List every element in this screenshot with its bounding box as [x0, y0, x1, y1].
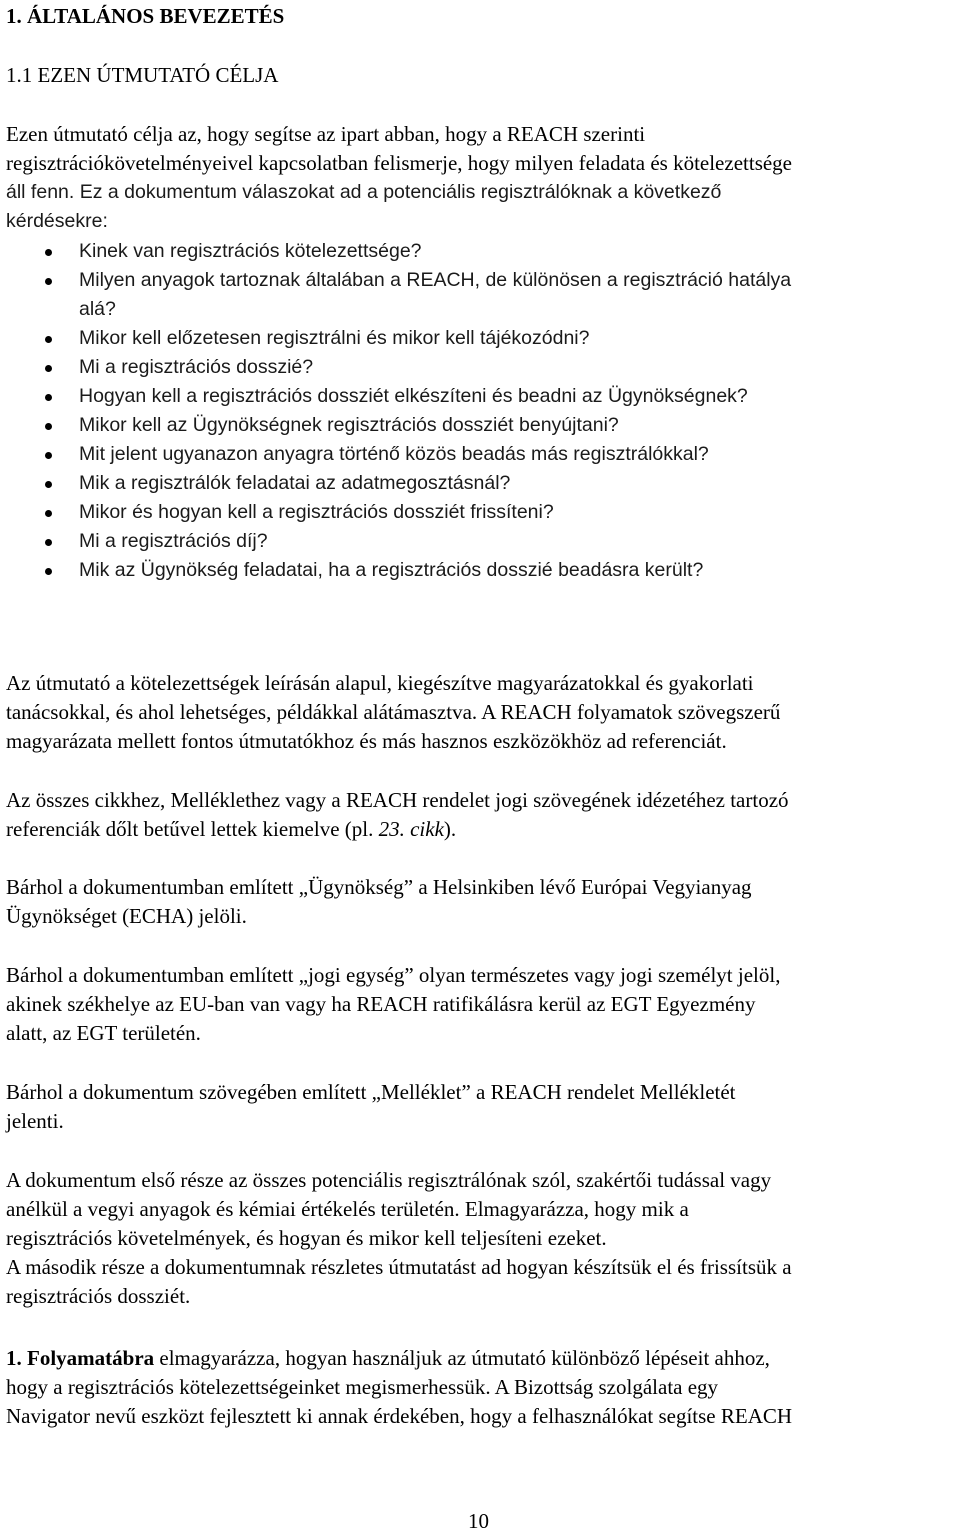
- paragraph-line: Bárhol a dokumentumban említett „Ügynökség” a Helsinkiben lévő Európai Vegyianyag: [6, 875, 752, 899]
- paragraph-line: hogy a regisztrációs kötelezettségeinket megismerhessük. A Bizottság szolgálata egy: [6, 1375, 719, 1399]
- paragraph-guidance-basis: [6, 669, 958, 756]
- paragraph-line: anélkül a vegyi anyagok és kémiai értékelés területén. Elmagyarázza, hogy mik a: [6, 1197, 689, 1221]
- intro-line: regisztrációkövetelményeivel kapcsolatban felismerje, hogy milyen feladata és kötelezettsége: [6, 151, 793, 175]
- paragraph-line: regisztrációs követelmények, és hogyan és mikor kell teljesíteni ezeket.: [6, 1226, 607, 1250]
- subsection-heading: 1.1 EZEN ÚTMUTATÓ CÉLJA: [6, 63, 279, 87]
- bullet-icon: [45, 336, 52, 343]
- bullet-icon: [45, 249, 52, 256]
- list-item-text: Mit jelent ugyanazon anyagra történő közös beadás más regisztrálókkal?: [79, 443, 709, 465]
- intro-line: kérdésekre:: [6, 210, 108, 232]
- question-list: [6, 237, 956, 585]
- paragraph-flowchart: [6, 1344, 958, 1431]
- paragraph-line: magyarázata mellett fontos útmutatókhoz és más hasznos eszközökhöz ad referenciát.: [6, 729, 727, 753]
- list-item-text: Hogyan kell a regisztrációs dossziét elkészíteni és beadni az Ügynökségnek?: [79, 385, 748, 407]
- paragraph-line: [6, 1344, 958, 1373]
- bullet-icon: [45, 568, 52, 575]
- list-item: [6, 498, 956, 527]
- paragraph-agency-definition: [6, 873, 958, 931]
- list-item: [6, 556, 956, 585]
- list-item: [6, 324, 956, 353]
- intro-paragraph: [6, 120, 958, 236]
- paragraph-line: A dokumentum első része az összes potenciális regisztrálónak szól, szakértői tudással vagy: [6, 1168, 772, 1192]
- paragraph-references: [6, 786, 958, 844]
- paragraph-line: Ügynökséget (ECHA) jelöli.: [6, 904, 247, 928]
- list-item-text: Mi a regisztrációs dosszié?: [79, 356, 314, 378]
- paragraph-line: Bárhol a dokumentumban említett „jogi egység” olyan természetes vagy jogi személyt jelöl,: [6, 963, 781, 987]
- list-item: [6, 440, 956, 469]
- list-item-text: Mikor és hogyan kell a regisztrációs dossziét frissíteni?: [79, 501, 554, 523]
- paragraph-line: Az összes cikkhez, Melléklethez vagy a REACH rendelet jogi szövegének idézetéhez tartozó: [6, 788, 789, 812]
- paragraph-line: alatt, az EGT területén.: [6, 1021, 201, 1045]
- page-number: 10: [468, 1509, 489, 1533]
- paragraph-line: akinek székhelye az EU-ban van vagy ha REACH ratifikálásra kerül az EGT Egyezmény: [6, 992, 756, 1016]
- list-item: [6, 237, 956, 266]
- list-item-text: Mik a regisztrálók feladatai az adatmegosztásnál?: [79, 472, 511, 494]
- paragraph-line: tanácsokkal, és ahol lehetséges, példákkal alátámasztva. A REACH folyamatok szövegszerű: [6, 700, 781, 724]
- section-heading: 1. ÁLTALÁNOS BEVEZETÉS: [6, 4, 285, 28]
- paragraph-line: [6, 815, 958, 844]
- list-item: [6, 411, 956, 440]
- list-item-text: Mikor kell előzetesen regisztrálni és mikor kell tájékozódni?: [79, 327, 590, 349]
- bullet-icon: [45, 278, 52, 285]
- intro-line: áll fenn. Ez a dokumentum válaszokat ad a potenciális regisztrálóknak a következő: [6, 181, 722, 203]
- paragraph-line: Az útmutató a kötelezettségek leírásán alapul, kiegészítve magyarázatokkal és gyakorlati: [6, 671, 754, 695]
- list-item-text: Mik az Ügynökség feladatai, ha a regisztrációs dosszié beadásra került?: [79, 559, 704, 581]
- list-item-text: Kinek van regisztrációs kötelezettsége?: [79, 240, 422, 262]
- paragraph-annex-definition: [6, 1078, 958, 1136]
- list-item-text: Mi a regisztrációs díj?: [79, 530, 268, 552]
- bullet-icon: [45, 423, 52, 430]
- paragraph-text: elmagyarázza, hogyan használjuk az útmutató különböző lépéseit ahhoz,: [154, 1346, 770, 1370]
- list-item-text: Milyen anyagok tartoznak általában a REACH, de különösen a regisztráció hatálya: [79, 269, 792, 291]
- paragraph-line: Navigator nevű eszközt fejlesztett ki annak érdekében, hogy a felhasználókat segítse REACH: [6, 1404, 793, 1428]
- list-item: [6, 382, 956, 411]
- bullet-icon: [45, 365, 52, 372]
- intro-line: Ezen útmutató célja az, hogy segítse az ipart abban, hogy a REACH szerinti: [6, 122, 646, 146]
- list-item: [6, 527, 956, 556]
- list-item: [6, 469, 956, 498]
- list-item-text-continuation: alá?: [79, 298, 116, 320]
- paragraph-legal-entity-definition: [6, 961, 958, 1048]
- paragraph-line: Bárhol a dokumentum szövegében említett „Melléklet” a REACH rendelet Mellékletét: [6, 1080, 736, 1104]
- paragraph-line: regisztrációs dossziét.: [6, 1284, 191, 1308]
- bullet-icon: [45, 394, 52, 401]
- bullet-icon: [45, 481, 52, 488]
- paragraph-text: ).: [443, 817, 457, 841]
- bullet-icon: [45, 510, 52, 517]
- list-item: [6, 266, 956, 324]
- bullet-icon: [45, 539, 52, 546]
- italic-example: 23. cikk: [378, 817, 444, 841]
- list-item-text: Mikor kell az Ügynökségnek regisztrációs dossziét benyújtani?: [79, 414, 619, 436]
- paragraph-document-parts: [6, 1166, 958, 1311]
- paragraph-line: jelenti.: [6, 1109, 64, 1133]
- paragraph-text: referenciák dőlt betűvel lettek kiemelve (pl.: [6, 817, 379, 841]
- list-item: [6, 353, 956, 382]
- bullet-icon: [45, 452, 52, 459]
- flowchart-reference: 1. Folyamatábra: [6, 1346, 155, 1370]
- paragraph-line: A második része a dokumentumnak részletes útmutatást ad hogyan készítsük el és frissítsük a: [6, 1255, 792, 1279]
